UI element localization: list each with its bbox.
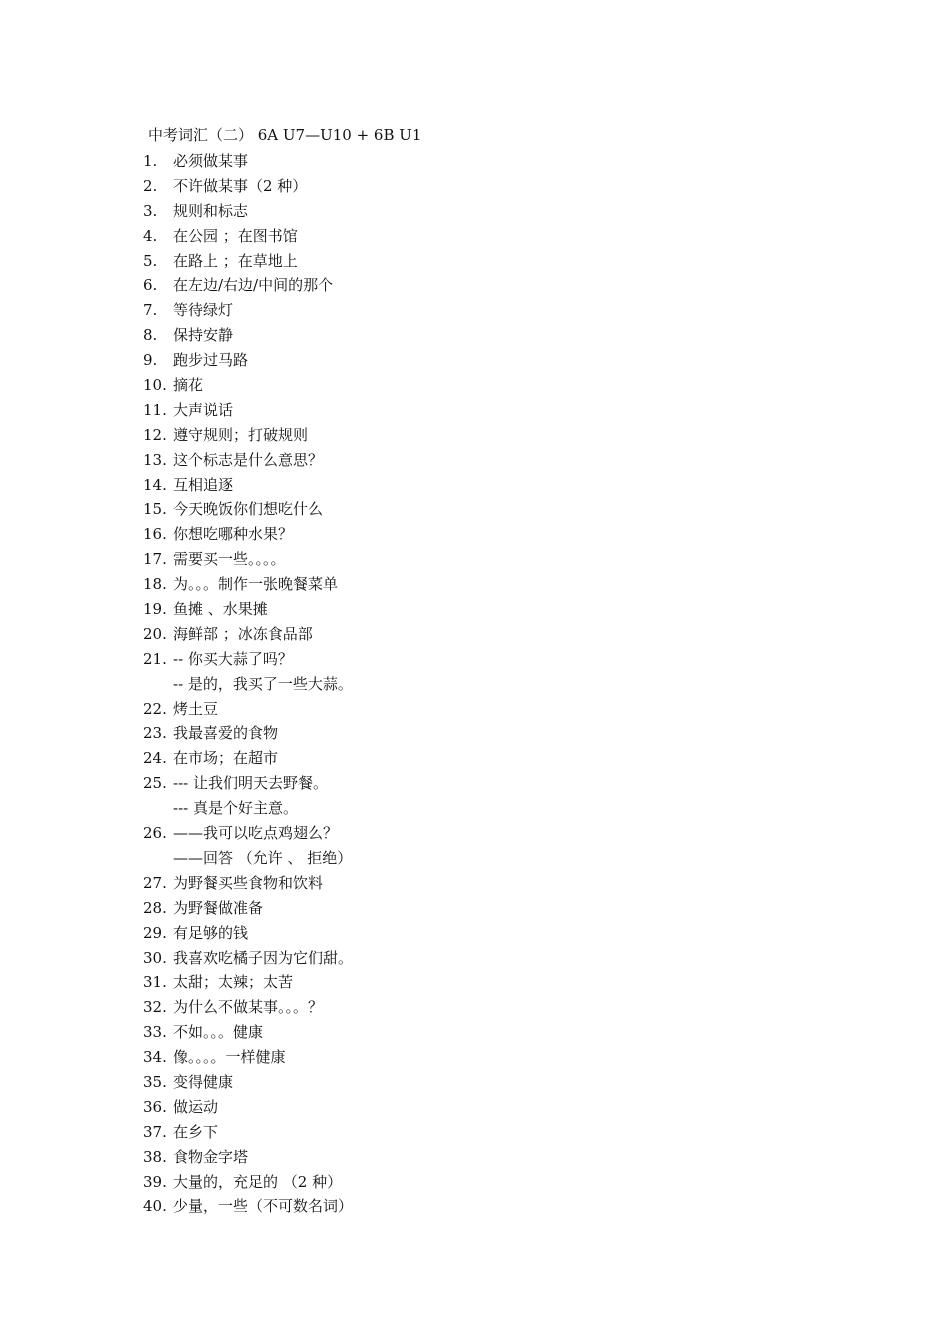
list-item bbox=[143, 723, 353, 748]
list-item bbox=[143, 649, 353, 674]
list-item bbox=[143, 873, 353, 898]
list-item bbox=[143, 699, 353, 724]
list-item bbox=[143, 948, 353, 973]
item-text: 为什么不做某事。。。？ bbox=[173, 998, 324, 1017]
item-text: 不如。。。健康 bbox=[173, 1023, 264, 1042]
item-number: 39. bbox=[143, 1172, 167, 1191]
item-number: 22. bbox=[143, 699, 167, 718]
item-number: 38. bbox=[143, 1147, 167, 1166]
item-number: 28. bbox=[143, 898, 167, 917]
list-item bbox=[143, 425, 353, 450]
list-item bbox=[143, 923, 353, 948]
item-text: 你想吃哪种水果？ bbox=[173, 525, 294, 544]
item-text: 变得健康 bbox=[173, 1072, 234, 1091]
item-text: 互相追逐 bbox=[173, 475, 234, 494]
item-number: 35. bbox=[143, 1072, 167, 1091]
list-item bbox=[143, 226, 353, 251]
item-text: 摘花 bbox=[173, 376, 204, 395]
item-number: 24. bbox=[143, 749, 167, 768]
item-number: 3. bbox=[143, 201, 158, 220]
item-number: 7. bbox=[143, 301, 158, 320]
item-number: 30. bbox=[143, 948, 167, 967]
list-item bbox=[143, 1047, 353, 1072]
item-number: 14. bbox=[143, 475, 167, 494]
item-text: 像。。。。一样健康 bbox=[173, 1048, 286, 1067]
item-text: 在左边/右边/中间的那个 bbox=[173, 276, 334, 295]
item-text: 少量，一些（不可数名词） bbox=[173, 1197, 354, 1216]
item-number: 11. bbox=[143, 400, 167, 419]
item-text: 保持安静 bbox=[173, 326, 234, 345]
item-text: 做运动 bbox=[173, 1097, 219, 1116]
item-number: 4. bbox=[143, 226, 158, 245]
item-number: 15. bbox=[143, 500, 167, 519]
item-text: 在市场；在超市 bbox=[173, 749, 279, 768]
item-text: --- 让我们明天去野餐。 bbox=[173, 774, 328, 793]
item-text: -- 你买大蒜了吗？ bbox=[173, 649, 293, 668]
item-number: 20. bbox=[143, 624, 167, 643]
list-item bbox=[143, 499, 353, 524]
list-item bbox=[143, 1172, 353, 1197]
item-number: 1. bbox=[143, 152, 158, 170]
list-item bbox=[143, 1022, 353, 1047]
item-number: 29. bbox=[143, 923, 167, 942]
item-text: 在路上 ；在草地上 bbox=[173, 251, 298, 270]
item-text: 为野餐买些食物和饮料 bbox=[173, 873, 324, 892]
item-number: 13. bbox=[143, 450, 167, 469]
list-item bbox=[143, 1147, 353, 1172]
item-text: ——回答 （允许 、 拒绝） bbox=[173, 848, 353, 867]
list-item bbox=[143, 201, 353, 226]
item-text: ——我可以吃点鸡翅么？ bbox=[173, 824, 339, 843]
item-number: 19. bbox=[143, 600, 167, 619]
list-item bbox=[143, 450, 353, 475]
item-number: 25. bbox=[143, 774, 167, 793]
item-text: 规则和标志 bbox=[173, 201, 249, 220]
item-number: 36. bbox=[143, 1097, 167, 1116]
item-text: 为。。。制作一张晚餐菜单 bbox=[173, 575, 339, 594]
list-item bbox=[143, 325, 353, 350]
item-text: 在公园 ；在图书馆 bbox=[173, 226, 298, 245]
item-text: 鱼摊 、水果摊 bbox=[173, 600, 268, 619]
list-item bbox=[143, 574, 353, 599]
item-number: 23. bbox=[143, 724, 167, 743]
list-item bbox=[143, 798, 353, 823]
item-text: 遵守规则；打破规则 bbox=[173, 425, 309, 444]
item-number: 9. bbox=[143, 351, 158, 370]
item-text: 不许做某事（2 种） bbox=[173, 176, 308, 195]
item-number: 18. bbox=[143, 575, 167, 594]
list-item bbox=[143, 475, 353, 500]
item-number: 27. bbox=[143, 873, 167, 892]
list-item bbox=[143, 972, 353, 997]
list-item bbox=[143, 624, 353, 649]
item-text: 我喜欢吃橘子因为它们甜。 bbox=[173, 948, 354, 967]
list-item bbox=[143, 848, 353, 873]
list-item bbox=[143, 400, 353, 425]
list-item bbox=[143, 176, 353, 201]
list-item bbox=[143, 1196, 353, 1221]
item-text: 需要买一些。。。。 bbox=[173, 550, 286, 569]
list-item bbox=[143, 350, 353, 375]
item-number: 17. bbox=[143, 550, 167, 569]
item-number: 12. bbox=[143, 425, 167, 444]
list-item bbox=[143, 524, 353, 549]
item-text: 大声说话 bbox=[173, 400, 234, 419]
item-number: 16. bbox=[143, 525, 167, 544]
list-item bbox=[143, 1122, 353, 1147]
list-item bbox=[143, 300, 353, 325]
item-text: 这个标志是什么意思？ bbox=[173, 450, 324, 469]
item-text: 有足够的钱 bbox=[173, 923, 249, 942]
item-number: 34. bbox=[143, 1048, 167, 1067]
list-item bbox=[143, 898, 353, 923]
item-number: 8. bbox=[143, 326, 158, 345]
list-item bbox=[143, 674, 353, 699]
item-number bbox=[143, 798, 173, 823]
item-text: 必须做某事 bbox=[173, 152, 249, 170]
item-text: 烤土豆 bbox=[173, 699, 219, 718]
list-item bbox=[143, 549, 353, 574]
item-number: 32. bbox=[143, 998, 167, 1017]
list-item bbox=[143, 599, 353, 624]
list-item bbox=[143, 1072, 353, 1097]
item-number: 6. bbox=[143, 276, 158, 295]
list-item bbox=[143, 151, 353, 176]
item-number: 31. bbox=[143, 973, 167, 992]
item-number: 21. bbox=[143, 649, 167, 668]
list-item bbox=[143, 1097, 353, 1122]
item-text: 跑步过马路 bbox=[173, 351, 249, 370]
list-item bbox=[143, 773, 353, 798]
item-text: 我最喜爱的食物 bbox=[173, 724, 279, 743]
list-item bbox=[143, 275, 353, 300]
item-text: 海鲜部 ；冰冻食品部 bbox=[173, 624, 313, 643]
list-item bbox=[143, 748, 353, 773]
document-title: 中考词汇（二） 6A U7—U10 + 6B U1 bbox=[148, 126, 422, 144]
list-item bbox=[143, 997, 353, 1022]
item-number: 10. bbox=[143, 376, 167, 395]
list-item bbox=[143, 823, 353, 848]
item-number bbox=[143, 674, 173, 699]
item-text: 在乡下 bbox=[173, 1122, 219, 1141]
item-number: 26. bbox=[143, 824, 167, 843]
item-text: 食物金字塔 bbox=[173, 1147, 249, 1166]
item-number: 2. bbox=[143, 176, 158, 195]
item-text: 今天晚饭你们想吃什么 bbox=[173, 500, 324, 519]
vocabulary-list bbox=[143, 151, 353, 1221]
item-text: -- 是的，我买了一些大蒜。 bbox=[173, 674, 353, 693]
item-text: 等待绿灯 bbox=[173, 301, 234, 320]
item-text: 为野餐做准备 bbox=[173, 898, 264, 917]
item-number bbox=[143, 848, 173, 873]
item-text: --- 真是个好主意。 bbox=[173, 799, 298, 818]
item-number: 5. bbox=[143, 251, 158, 270]
item-text: 太甜；太辣；太苦 bbox=[173, 973, 294, 992]
item-number: 40. bbox=[143, 1197, 167, 1216]
list-item bbox=[143, 375, 353, 400]
list-item bbox=[143, 251, 353, 276]
item-number: 37. bbox=[143, 1122, 167, 1141]
item-number: 33. bbox=[143, 1023, 167, 1042]
item-text: 大量的，充足的 （2 种） bbox=[173, 1172, 343, 1191]
